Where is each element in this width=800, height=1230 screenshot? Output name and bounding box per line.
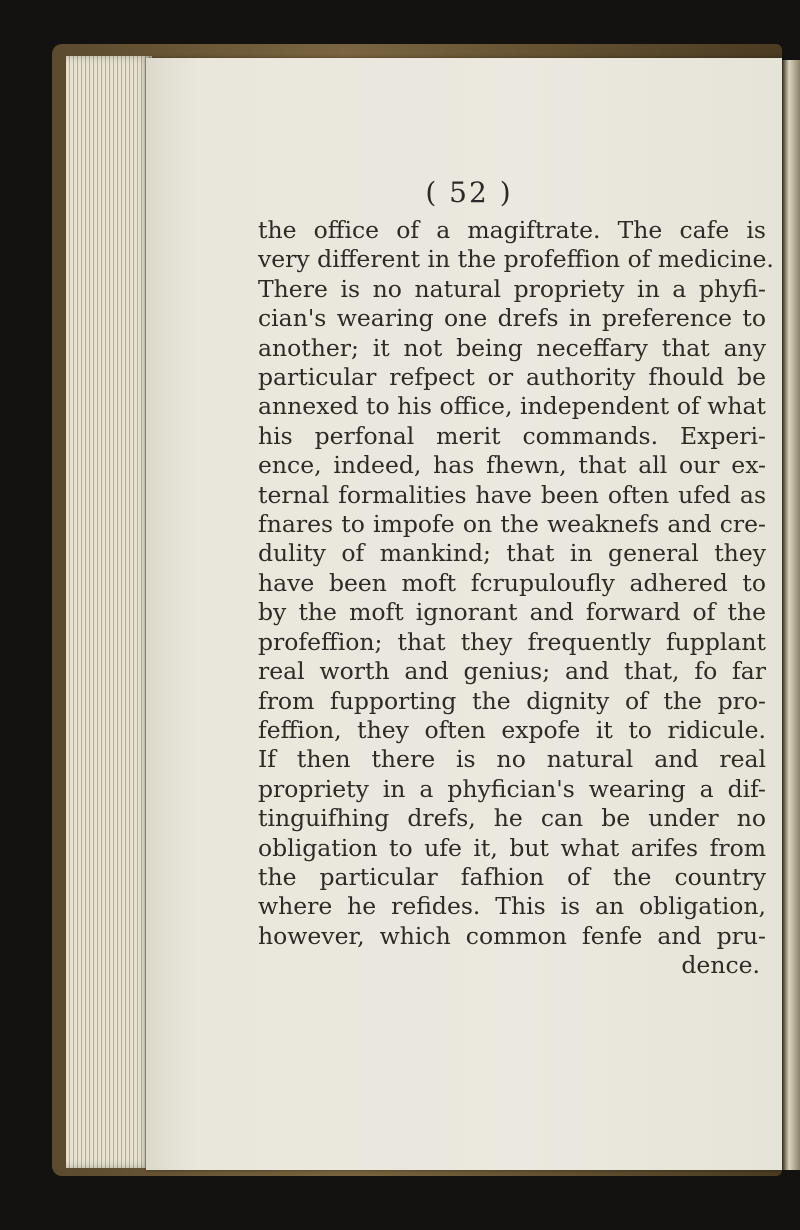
book-page [146,58,782,1170]
text-line: annexed to his office, independent of what [258,392,766,421]
text-line: propriety in a phyfician's wearing a dif- [258,774,766,803]
text-line: from fupporting the dignity of the pro- [258,686,766,715]
text-line: obligation to ufe it, but what arifes from [258,833,766,862]
text-line: dulity of mankind; that in general they [258,539,766,568]
text-line: very different in the profeffion of medicine. [258,245,774,274]
text-line: cian's wearing one drefs in preference to [258,304,766,333]
text-line: feffion, they often expofe it to ridicule. [258,715,766,744]
text-line: the particular fafhion of the country [258,862,766,891]
text-line: There is no natural propriety in a phyfi- [258,274,766,303]
text-line: ence, indeed, has fhewn, that all our ex- [258,451,766,480]
text-line: where he refides. This is an obligation, [258,892,766,921]
text-line: ternal formalities have been often ufed as [258,480,766,509]
right-page-edge [782,60,800,1170]
text-line: real worth and genius; and that, fo far [258,657,766,686]
text-line: fnares to impofe on the weaknefs and cre- [258,510,766,539]
text-line: particular refpect or authority fhould be [258,363,766,392]
text-line: his perfonal merit commands. Experi- [258,421,766,450]
page-edges [66,56,152,1168]
text-line: the office of a magiftrate. The cafe is [258,216,766,244]
body-text [258,216,774,981]
text-line: tinguifhing drefs, he can be under no [258,804,766,833]
page-number: ( 52 ) [425,176,513,209]
text-line: another; it not being neceffary that any [258,333,766,362]
text-line: If then there is no natural and real [258,745,766,774]
text-line: by the moft ignorant and forward of the [258,598,766,627]
text-line: however, which common fenfe and pru- [258,921,766,950]
text-line-last: dence. [681,951,760,980]
text-line: have been moft fcrupuloufly adhered to [258,568,766,597]
text-line: profeffion; that they frequently fupplant [258,627,766,656]
